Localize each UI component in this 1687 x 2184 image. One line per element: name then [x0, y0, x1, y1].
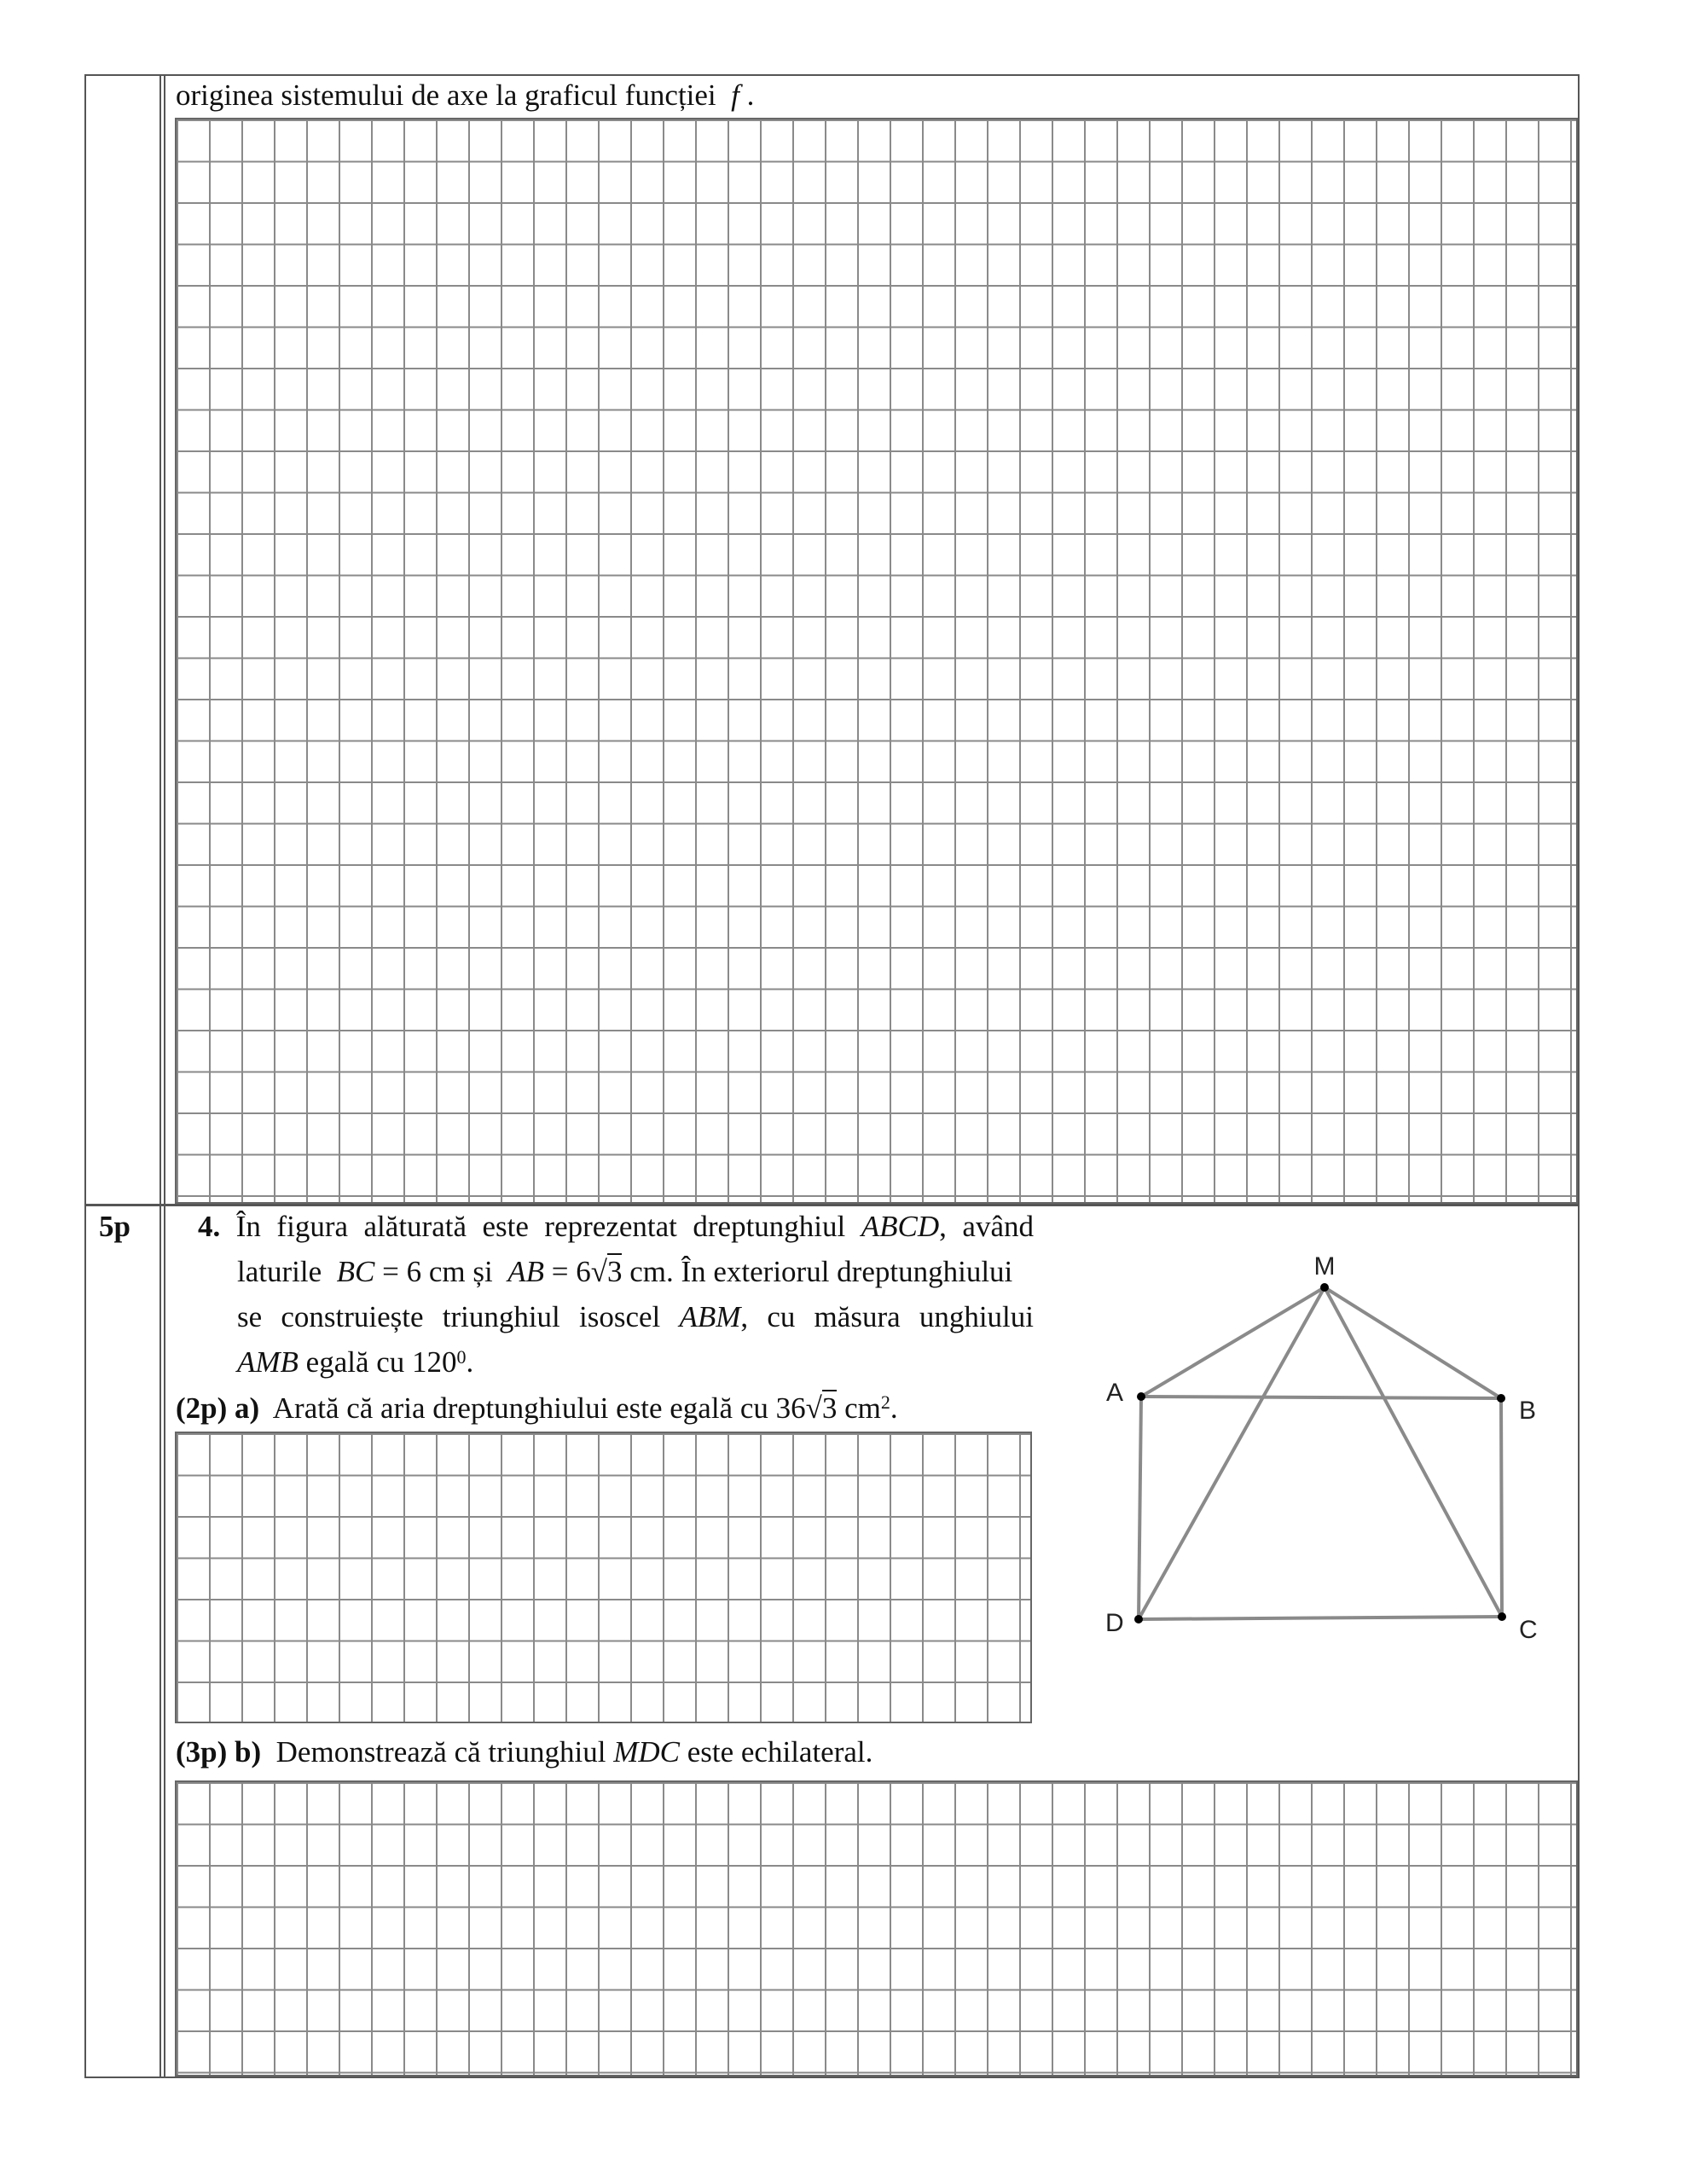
points-column-divider-inner: [164, 74, 165, 2078]
label-a: A: [1106, 1379, 1124, 1407]
angle-value: 120: [412, 1345, 457, 1379]
ab-unit: cm.: [629, 1255, 674, 1288]
answer-grid-part-b[interactable]: [175, 1780, 1578, 2077]
segment-mb: [1325, 1287, 1501, 1398]
line4-end: .: [466, 1345, 474, 1379]
line2-start: laturile: [237, 1255, 322, 1288]
angle-degree: 0: [456, 1346, 467, 1368]
part-b-points: (3p): [176, 1735, 228, 1769]
points-column-divider: [159, 74, 161, 2078]
line2-end: În exteriorul dreptunghiului: [681, 1255, 1013, 1288]
label-b: B: [1519, 1397, 1537, 1425]
ab-eq: = 6: [551, 1255, 591, 1288]
triangle-mdc: MDC: [613, 1735, 680, 1769]
segment-dc: [1139, 1617, 1502, 1619]
rect-name: ABCD: [861, 1210, 940, 1243]
line3-text: se construiește triunghiul isoscel: [237, 1300, 661, 1333]
continuation-text: [176, 75, 754, 116]
ab-label: AB: [507, 1255, 544, 1288]
table-left-border: [84, 74, 86, 2078]
point-d: [1134, 1615, 1143, 1623]
part-b-statement: [176, 1732, 872, 1773]
point-c: [1498, 1612, 1506, 1621]
part-a-radicand: 3: [821, 1391, 838, 1425]
angle-amb: AMB: [237, 1345, 299, 1379]
bc-value: = 6 cm: [382, 1255, 466, 1288]
ab-radicand: 3: [606, 1255, 623, 1288]
problem4-line3: [237, 1297, 1034, 1338]
problem4-line1-text: În figura alăturată este reprezentat dreptunghiul: [235, 1210, 846, 1243]
segment-mc: [1325, 1287, 1502, 1617]
part-a-unit-exp: 2: [880, 1391, 890, 1413]
problem4-line2: laturile BC = 6 cm și AB = 6√3 cm. În exteriorul dreptunghiului: [237, 1255, 1013, 1288]
part-b-text-before: Demonstrează că triunghiul: [275, 1735, 606, 1769]
part-b-text-after: este echilateral.: [687, 1735, 873, 1769]
triangle-abm: ABM: [679, 1300, 741, 1333]
label-d: D: [1105, 1609, 1124, 1637]
label-c: C: [1519, 1616, 1538, 1644]
problem4-points: 5p: [99, 1210, 130, 1243]
segment-ad: [1139, 1397, 1141, 1619]
line4-mid: egală cu: [305, 1345, 405, 1379]
part-a-unit: cm: [844, 1391, 881, 1425]
part-a-text: Arată că aria dreptunghiului este egală cu: [272, 1391, 768, 1425]
label-m: M: [1313, 1252, 1336, 1281]
point-a: [1137, 1392, 1145, 1401]
answer-grid-part-a[interactable]: [175, 1432, 1032, 1723]
continuation-intro: originea sistemului de axe la graficul funcției: [176, 78, 716, 112]
part-a-label: a): [235, 1391, 260, 1425]
problem4-line1: [198, 1206, 1034, 1247]
answer-grid-previous[interactable]: [175, 118, 1578, 1204]
continuation-end: .: [746, 78, 755, 112]
function-symbol: f: [731, 78, 739, 112]
and-word: și: [472, 1255, 493, 1288]
part-a-end: .: [890, 1391, 898, 1425]
part-a-statement: (2p) a) Arată că aria dreptunghiului este egală cu 36√3 $cm^2$.: [176, 1391, 898, 1425]
problem4-line1-end: , având: [939, 1210, 1034, 1243]
geometry-figure: [1075, 1246, 1552, 1647]
segment-bc: [1501, 1398, 1502, 1617]
table-right-border: [1578, 74, 1580, 2078]
part-a-points: (2p): [176, 1391, 228, 1425]
part-b-label: b): [235, 1735, 262, 1769]
part-a-coef: 36: [775, 1391, 806, 1425]
segment-md: [1139, 1287, 1325, 1619]
problem4-line4: [237, 1342, 473, 1383]
line3-end: , cu măsura unghiului: [740, 1300, 1035, 1333]
problem4-number: 4.: [198, 1210, 221, 1243]
segment-ab: [1141, 1397, 1501, 1398]
point-b: [1497, 1394, 1505, 1403]
point-m: [1320, 1283, 1329, 1292]
bc-label: BC: [336, 1255, 375, 1288]
segment-am: [1141, 1287, 1325, 1397]
table-bottom-border: [84, 2077, 1580, 2078]
